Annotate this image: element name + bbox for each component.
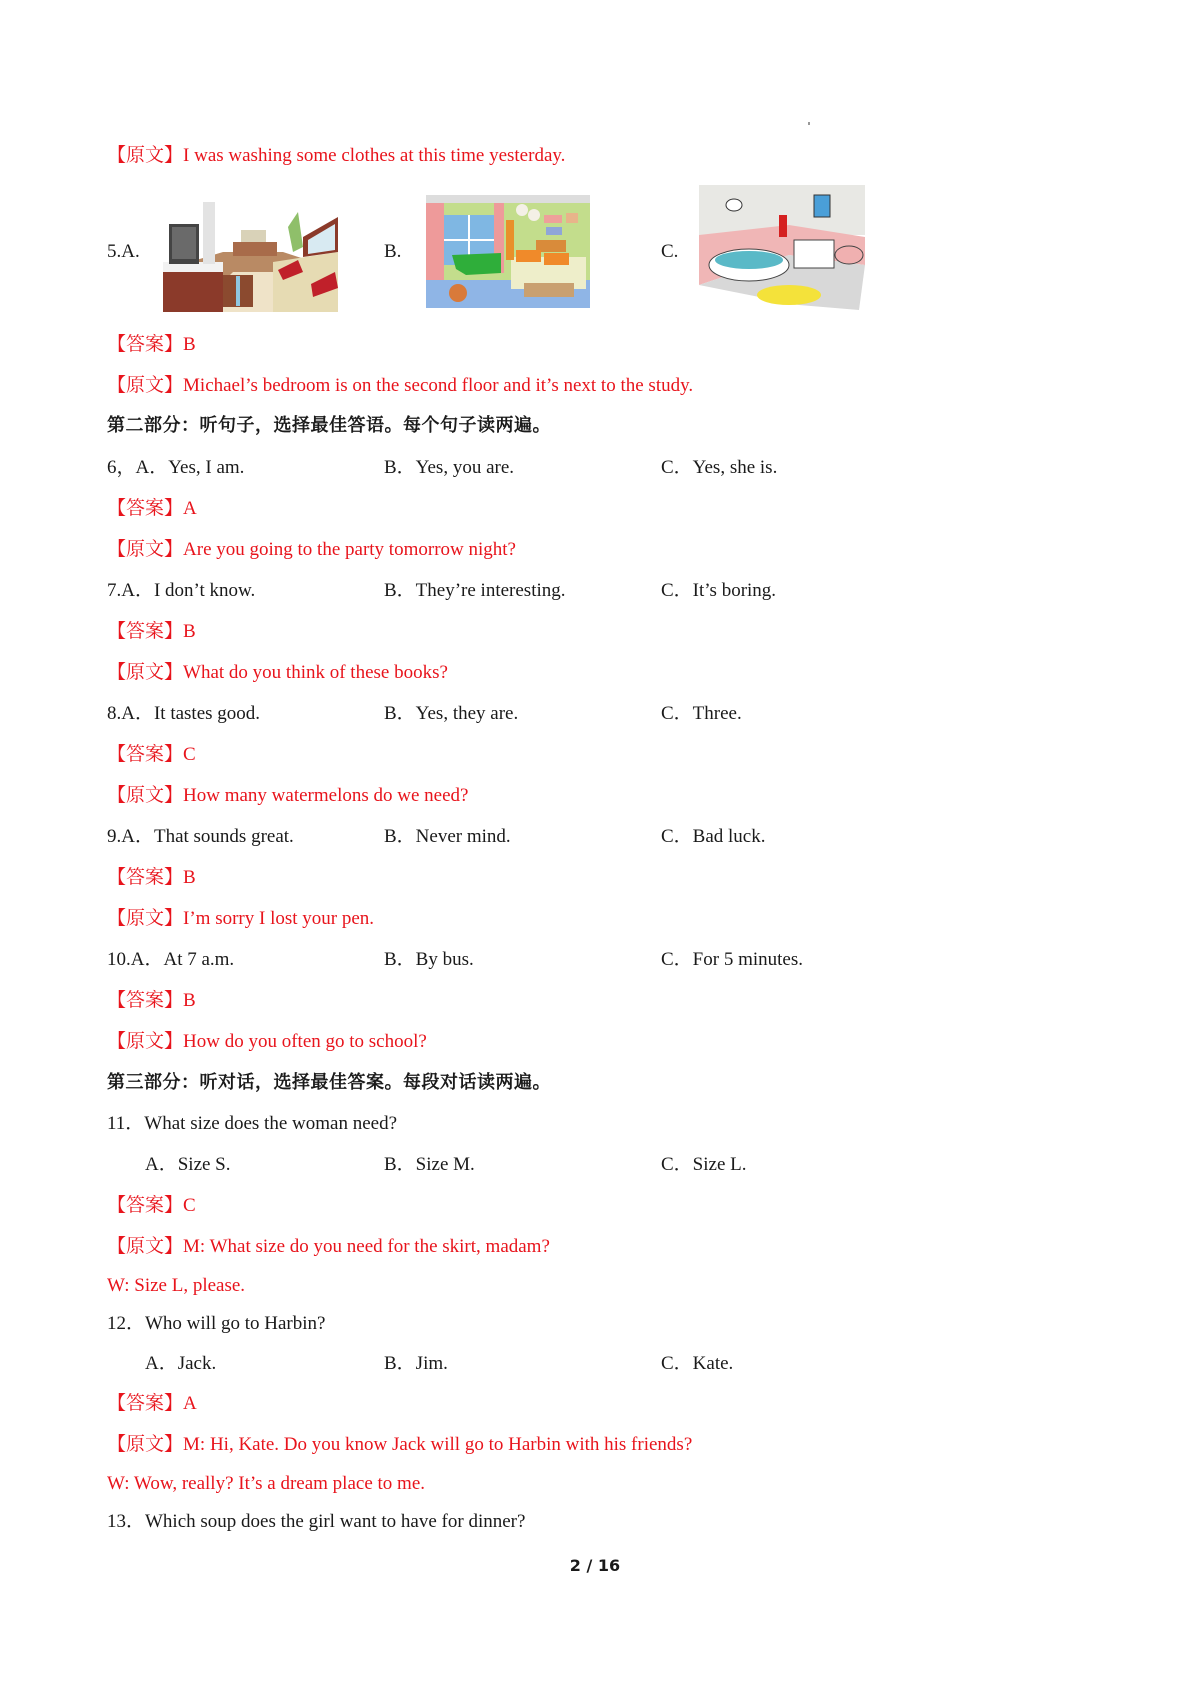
stray-mark bbox=[808, 122, 810, 125]
q7-option-a: 7.A．I don’t know. bbox=[107, 580, 256, 601]
q9-transcript: 【原文】I’m sorry I lost your pen. bbox=[107, 908, 375, 929]
q11-answer: 【答案】C bbox=[107, 1195, 196, 1216]
q13-question: 13．Which soup does the girl want to have for dinner? bbox=[107, 1511, 526, 1532]
q8-option-a: 8.A．It tastes good. bbox=[107, 703, 261, 724]
q12-option-a: A．Jack. bbox=[145, 1353, 217, 1374]
q9-option-a: 9.A．That sounds great. bbox=[107, 826, 294, 847]
q12-question: 12．Who will go to Harbin? bbox=[107, 1313, 326, 1334]
q8-answer: 【答案】C bbox=[107, 744, 196, 765]
q5-option-c-label: C. bbox=[661, 241, 679, 262]
q5-option-a-label: 5.A. bbox=[107, 241, 140, 262]
q12-option-c: C．Kate. bbox=[661, 1353, 734, 1374]
q8-transcript: 【原文】How many watermelons do we need? bbox=[107, 785, 469, 806]
q7-option-c: C．It’s boring. bbox=[661, 580, 777, 601]
q9-answer: 【答案】B bbox=[107, 867, 196, 888]
q6-option-b: B．Yes, you are. bbox=[384, 457, 515, 478]
q9-option-b: B．Never mind. bbox=[384, 826, 511, 847]
q10-option-a: 10.A．At 7 a.m. bbox=[107, 949, 235, 970]
q11-option-c: C．Size L. bbox=[661, 1154, 747, 1175]
q12-transcript: 【原文】M: Hi, Kate. Do you know Jack will go to Harbin with his friends? bbox=[107, 1434, 693, 1455]
q11-transcript: 【原文】M: What size do you need for the skirt, madam? bbox=[107, 1236, 550, 1257]
q11-option-a: A．Size S. bbox=[145, 1154, 231, 1175]
q5-option-b-label: B. bbox=[384, 241, 402, 262]
q5-transcript: 【原文】Michael’s bedroom is on the second floor and it’s next to the study. bbox=[107, 375, 694, 396]
q6-transcript: 【原文】Are you going to the party tomorrow night? bbox=[107, 539, 516, 560]
q12-answer: 【答案】A bbox=[107, 1393, 197, 1414]
q10-option-b: B．By bus. bbox=[384, 949, 474, 970]
q5-answer: 【答案】B bbox=[107, 334, 196, 355]
q11-transcript-line2: W: Size L, please. bbox=[107, 1275, 246, 1296]
q7-option-b: B．They’re interesting. bbox=[384, 580, 566, 601]
q5-image-living-room bbox=[163, 192, 338, 312]
q5-image-bedroom bbox=[426, 195, 590, 308]
q10-transcript: 【原文】How do you often go to school? bbox=[107, 1031, 427, 1052]
q10-option-c: C．For 5 minutes. bbox=[661, 949, 803, 970]
q6-answer: 【答案】A bbox=[107, 498, 197, 519]
q6-option-a: 6，A．Yes, I am. bbox=[107, 457, 245, 478]
q9-option-c: C．Bad luck. bbox=[661, 826, 766, 847]
q11-option-b: B．Size M. bbox=[384, 1154, 475, 1175]
part2-heading: 第二部分：听句子，选择最佳答语。每个句子读两遍。 bbox=[107, 415, 551, 436]
q7-answer: 【答案】B bbox=[107, 621, 196, 642]
q10-answer: 【答案】B bbox=[107, 990, 196, 1011]
q11-question: 11．What size does the woman need? bbox=[107, 1113, 398, 1134]
q7-transcript: 【原文】What do you think of these books? bbox=[107, 662, 448, 683]
page-number: 2 / 16 bbox=[569, 1556, 621, 1575]
q6-option-c: C．Yes, she is. bbox=[661, 457, 778, 478]
q5-image-bathroom bbox=[699, 185, 865, 315]
q4-transcript: 【原文】I was washing some clothes at this time yesterday. bbox=[107, 145, 566, 166]
q12-option-b: B．Jim. bbox=[384, 1353, 448, 1374]
q8-option-c: C．Three. bbox=[661, 703, 742, 724]
q8-option-b: B．Yes, they are. bbox=[384, 703, 519, 724]
part3-heading: 第三部分：听对话，选择最佳答案。每段对话读两遍。 bbox=[107, 1072, 551, 1093]
q12-transcript-line2: W: Wow, really? It’s a dream place to me. bbox=[107, 1473, 425, 1494]
